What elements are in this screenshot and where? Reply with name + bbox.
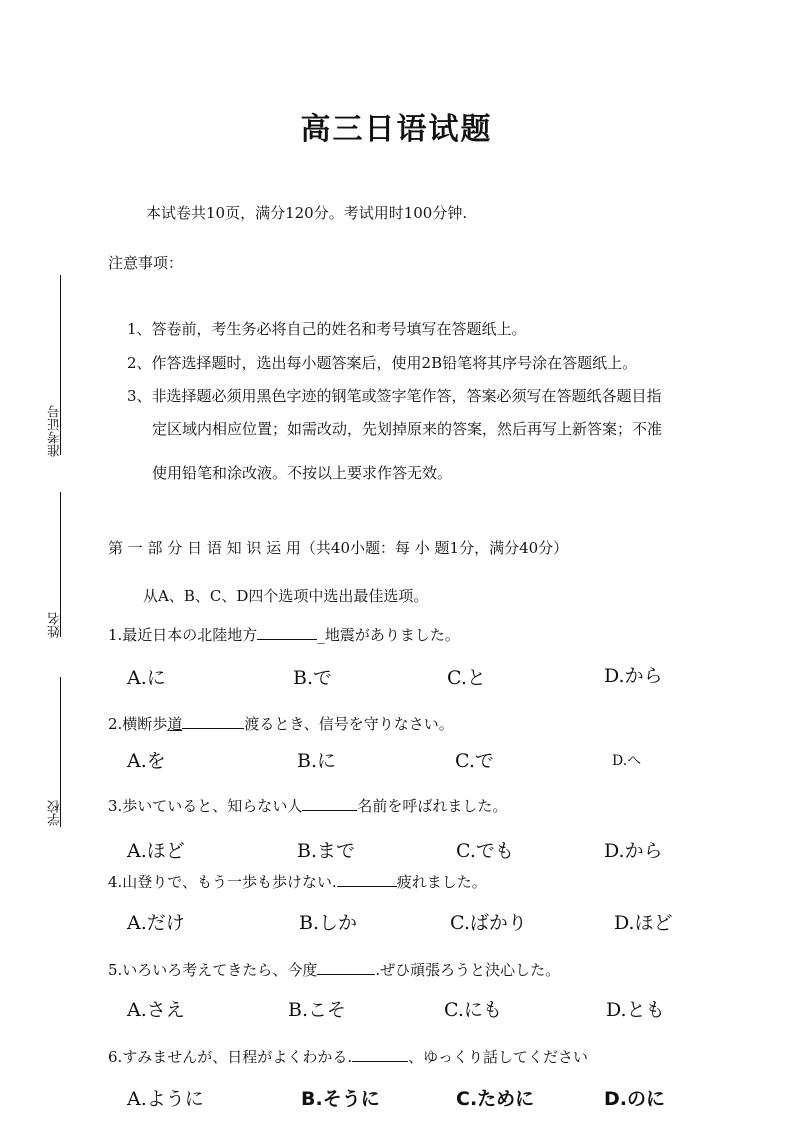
notice-item-1: 1、答卷前，考生务必将自己的姓名和考号填写在答题纸上。: [127, 320, 527, 338]
q5-option-c: C.にも: [444, 999, 502, 1021]
page-title: 高三日语试题: [300, 112, 493, 147]
q3-option-c: C.でも: [456, 840, 514, 862]
q6-option-b: B.そうに: [301, 1088, 380, 1110]
question-2: [108, 713, 454, 734]
question-1: [108, 624, 460, 645]
answer-blank: [302, 796, 357, 811]
q1-option-a: A.に: [127, 667, 166, 689]
answer-blank: [317, 960, 375, 975]
notice-heading: 注意事项：: [108, 254, 184, 272]
q3-option-b: B.まで: [297, 840, 356, 862]
question-4: [108, 871, 487, 892]
question-5: [108, 959, 560, 980]
question-6-text-end: 、ゆっくり話してください: [408, 1048, 588, 1066]
answer-blank: [182, 714, 244, 729]
question-4-text-end: 疲れました。: [396, 873, 487, 891]
question-5-text-end: .ぜひ頑張ろうと決心した。: [375, 961, 561, 979]
school-label: 学校: [48, 800, 63, 826]
question-2-text-end: 渡るとき、信号を守りなさい。: [244, 715, 454, 733]
notice-item-3: 3、非选择题必须用黑色字迹的钢笔或签字笔作答，答案必须写在答题纸各题目指: [127, 387, 662, 405]
q3-option-a: A.ほど: [127, 840, 185, 862]
question-4-text: 4.山登りで、もう一歩も歩けない.: [108, 873, 337, 891]
notice-item-3-line-3: 使用铅笔和涂改液。不按以上要求作答无效。: [152, 464, 453, 482]
q1-option-d: D.から: [604, 665, 663, 687]
q6-option-a: A.ように: [127, 1088, 204, 1110]
question-3: [108, 795, 507, 816]
q1-option-c: C.と: [447, 667, 486, 689]
question-2-underlined: 道: [167, 715, 183, 733]
q5-option-b: B.こそ: [288, 999, 347, 1021]
q5-option-a: A.さえ: [127, 999, 185, 1021]
exam-intro: 本试卷共10页，满分120分。考试用时100分钟.: [146, 204, 468, 222]
notice-item-3-line-2: 定区域内相应位置；如需改动，先划掉原来的答案，然后再写上新答案；不准: [152, 420, 663, 438]
q6-option-c: C.ために: [456, 1088, 535, 1110]
q2-option-a: A.を: [127, 750, 166, 772]
notice-item-2: 2、作答选择题时，选出每小题答案后，使用2B铅笔将其序号涂在答题纸上。: [127, 354, 638, 372]
question-5-text: 5.いろいろ考えてきたら、今度: [108, 961, 318, 979]
question-3-text: 3.歩いていると、知らない人: [108, 797, 303, 815]
question-6: [108, 1046, 588, 1067]
question-2-text: 2.横断歩: [108, 715, 168, 733]
name-label: 姓名: [48, 612, 63, 638]
exam-no-label: 准考证号: [48, 405, 63, 457]
q4-option-c: C.ばかり: [450, 912, 527, 934]
answer-blank: [257, 625, 317, 640]
answer-blank: [352, 1047, 408, 1062]
q4-option-b: B.しか: [299, 912, 358, 934]
q4-option-d: D.ほど: [614, 912, 673, 934]
q2-option-c: C.で: [455, 750, 494, 772]
part-instruction: 从A、B、C、D四个选项中选出最佳选项。: [143, 587, 429, 605]
question-6-text: 6.すみませんが、日程がよくわかる.: [108, 1048, 353, 1066]
question-1-text-end: _地震がありました。: [317, 626, 460, 644]
q1-option-b: B.で: [293, 667, 333, 689]
q4-option-a: A.だけ: [127, 912, 185, 934]
q6-option-d: D.のに: [604, 1088, 665, 1110]
part-heading: 第 一 部 分 日 语 知 识 运 用（共40小题：每 小 题1分，满分40分）: [108, 539, 569, 557]
q2-option-d: D.へ: [612, 753, 642, 769]
q3-option-d: D.から: [604, 840, 663, 862]
q2-option-b: B.に: [297, 750, 337, 772]
answer-blank: [337, 872, 397, 887]
q5-option-d: D.とも: [606, 999, 665, 1021]
question-3-text-end: 名前を呼ばれました。: [357, 797, 508, 815]
question-1-text: 1.最近日本の北陸地方: [108, 626, 258, 644]
